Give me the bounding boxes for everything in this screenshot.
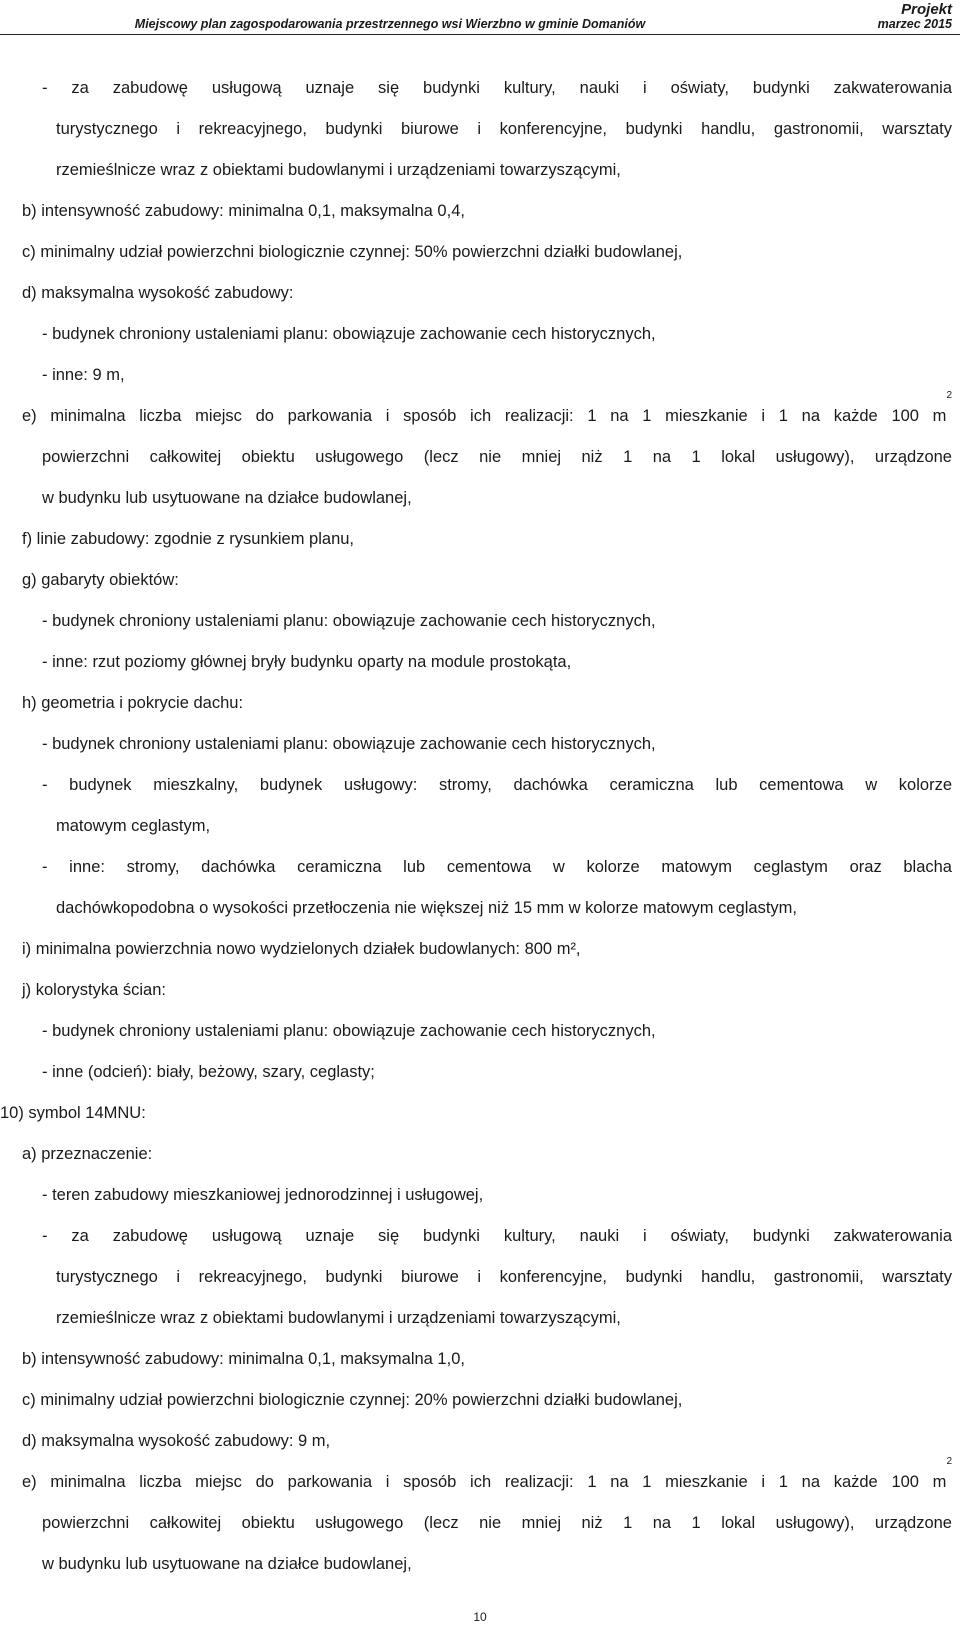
document-title: Miejscowy plan zagospodarowania przestrzennego wsi Wierzbno w gminie Domaniów xyxy=(134,17,646,31)
text-line: rzemieślnicze wraz z obiektami budowlanymi i urządzeniami towarzyszącymi, xyxy=(56,1309,621,1327)
text-line: turystycznego i rekreacyjnego, budynki biurowe i konferencyjne, budynki handlu, gastronomii, warsztaty xyxy=(56,120,952,138)
text-line: rzemieślnicze wraz z obiektami budowlanymi i urządzeniami towarzyszącymi, xyxy=(56,161,621,179)
text-line: turystycznego i rekreacyjnego, budynki biurowe i konferencyjne, budynki handlu, gastronomii, warsztaty xyxy=(56,1268,952,1286)
text-line: w budynku lub usytuowane na działce budowlanej, xyxy=(42,489,412,507)
text-line: c) minimalny udział powierzchni biologicznie czynnej: 20% powierzchni działki budowlanej, xyxy=(22,1391,683,1409)
text-line: c) minimalny udział powierzchni biologicznie czynnej: 50% powierzchni działki budowlanej, xyxy=(22,243,683,261)
text-line: - budynek chroniony ustaleniami planu: obowiązuje zachowanie cech historycznych, xyxy=(42,325,656,343)
text-line: j) kolorystyka ścian: xyxy=(22,981,166,999)
text-line: matowym ceglastym, xyxy=(56,817,211,835)
text-line: d) maksymalna wysokość zabudowy: xyxy=(22,284,294,302)
text-line: - budynek chroniony ustaleniami planu: obowiązuje zachowanie cech historycznych, xyxy=(42,735,656,753)
text-line: d) maksymalna wysokość zabudowy: 9 m, xyxy=(22,1432,331,1450)
text-line: i) minimalna powierzchnia nowo wydzielonych działek budowlanych: 800 m², xyxy=(22,940,581,958)
project-label: Projekt xyxy=(901,1,952,18)
text-line: - budynek chroniony ustaleniami planu: obowiązuje zachowanie cech historycznych, xyxy=(42,1022,656,1040)
document-date: marzec 2015 xyxy=(877,17,952,31)
text-line: h) geometria i pokrycie dachu: xyxy=(22,694,244,712)
text-line: e) minimalna liczba miejsc do parkowania i sposób ich realizacji: 1 na 1 mieszkanie i 1 na każde 100 m xyxy=(22,407,947,425)
text-line: b) intensywność zabudowy: minimalna 0,1, maksymalna 1,0, xyxy=(22,1350,465,1368)
text-line: - inne: stromy, dachówka ceramiczna lub cementowa w kolorze matowym ceglastym oraz blacha xyxy=(42,858,952,876)
text-line: - inne: rzut poziomy głównej bryły budynku oparty na module prostokąta, xyxy=(42,653,572,671)
text-line: b) intensywność zabudowy: minimalna 0,1, maksymalna 0,4, xyxy=(22,202,465,220)
superscript: 2 xyxy=(946,390,952,401)
text-line: - budynek mieszkalny, budynek usługowy: stromy, dachówka ceramiczna lub cementowa w kolorze xyxy=(42,776,952,794)
text-line: powierzchni całkowitej obiektu usługowego (lecz nie mniej niż 1 na 1 lokal usługowy), urządzone xyxy=(42,448,952,466)
text-line: - budynek chroniony ustaleniami planu: obowiązuje zachowanie cech historycznych, xyxy=(42,612,656,630)
text-line-with-superscript xyxy=(0,390,960,437)
text-line: - inne: 9 m, xyxy=(42,366,125,384)
text-line: - za zabudowę usługową uznaje się budynki kultury, nauki i oświaty, budynki zakwaterowania xyxy=(42,79,952,97)
text-line-with-superscript xyxy=(0,1456,960,1503)
superscript: 2 xyxy=(946,1456,952,1467)
page-number: 10 xyxy=(473,1610,487,1624)
text-line: g) gabaryty obiektów: xyxy=(22,571,179,589)
text-line: - za zabudowę usługową uznaje się budynki kultury, nauki i oświaty, budynki zakwaterowania xyxy=(42,1227,952,1245)
text-line: - teren zabudowy mieszkaniowej jednorodzinnej i usługowej, xyxy=(42,1186,484,1204)
text-line: a) przeznaczenie: xyxy=(22,1145,153,1163)
text-line: 10) symbol 14MNU: xyxy=(0,1104,146,1122)
text-line: w budynku lub usytuowane na działce budowlanej, xyxy=(42,1555,412,1573)
text-line: - inne (odcień): biały, beżowy, szary, ceglasty; xyxy=(42,1063,375,1081)
document-body xyxy=(0,68,960,1585)
text-line: f) linie zabudowy: zgodnie z rysunkiem planu, xyxy=(22,530,355,548)
text-line: e) minimalna liczba miejsc do parkowania i sposób ich realizacji: 1 na 1 mieszkanie i 1 na każde 100 m xyxy=(22,1473,947,1491)
page-header xyxy=(0,0,960,35)
text-line: dachówkopodobna o wysokości przetłoczenia nie większej niż 15 mm w kolorze matowym ceglastym, xyxy=(56,899,797,917)
text-line: powierzchni całkowitej obiektu usługowego (lecz nie mniej niż 1 na 1 lokal usługowy), urządzone xyxy=(42,1514,952,1532)
